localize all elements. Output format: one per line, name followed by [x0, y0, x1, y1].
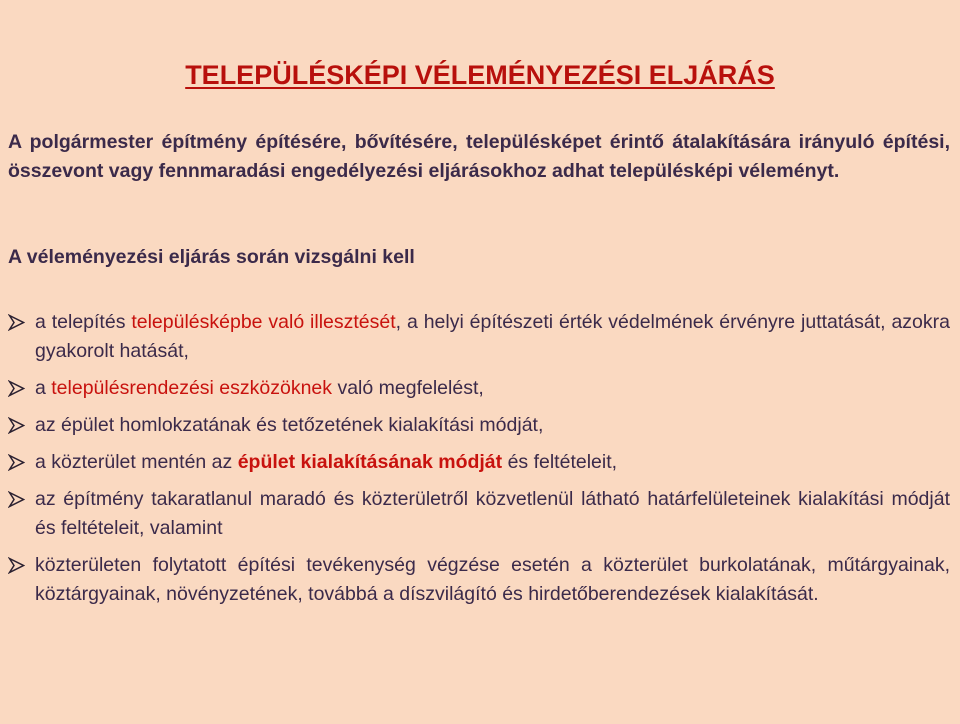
arrowhead-bullet-icon: [8, 314, 25, 331]
bullet-text: településképbe való illesztését: [131, 311, 396, 333]
bullet-text: közterületen folytatott építési tevékenység végzése esetén a közterület burkolatának, műtárgyainak, köztárgyainak, növényzetének, továbbá a díszvilágító és hirdetőberendezések kialakítását.: [35, 554, 950, 605]
bullet-text: településrendezési eszközöknek: [51, 377, 333, 399]
list-item: [8, 448, 950, 477]
list-item: [8, 374, 950, 403]
intro-paragraph: A polgármester építmény építésére, bővítésére, településképet érintő átalakítására irányuló építési, összevont vagy fennmaradási engedélyezési eljárásokhoz adhat településképi véleményt.: [8, 131, 950, 182]
arrowhead-bullet-icon: [8, 491, 25, 508]
list-item: [8, 551, 950, 609]
list-item: [8, 411, 950, 440]
bullet-text: és feltételeit,: [502, 451, 618, 473]
arrowhead-bullet-icon: [8, 380, 25, 397]
bullet-text: való megfelelést,: [332, 377, 484, 399]
list-item: [8, 485, 950, 543]
page-title: TELEPÜLÉSKÉPI VÉLEMÉNYEZÉSI ELJÁRÁS: [185, 60, 775, 90]
bullet-text: a közterület mentén az: [35, 451, 238, 473]
arrowhead-bullet-icon: [8, 557, 25, 574]
bullet-text: az építmény takaratlanul maradó és közterületről közvetlenül látható határfelületeinek kialakítási módját és feltételeit, valamint: [35, 488, 950, 539]
subheading: A véleményezési eljárás során vizsgálni kell: [8, 246, 415, 268]
bullet-text: a: [35, 377, 52, 399]
list-item: [8, 308, 950, 366]
criteria-list: [8, 308, 950, 609]
bullet-text: a telepítés: [35, 311, 132, 333]
bullet-text: , a helyi építészeti érték védelmének érvényre juttatását, azokra gyakorolt hatását,: [35, 311, 950, 362]
bullet-text: az épület homlokzatának és tetőzetének kialakítási módját,: [35, 414, 544, 436]
arrowhead-bullet-icon: [8, 454, 25, 471]
bullet-text: épület kialakításának módját: [237, 451, 503, 473]
arrowhead-bullet-icon: [8, 417, 25, 434]
